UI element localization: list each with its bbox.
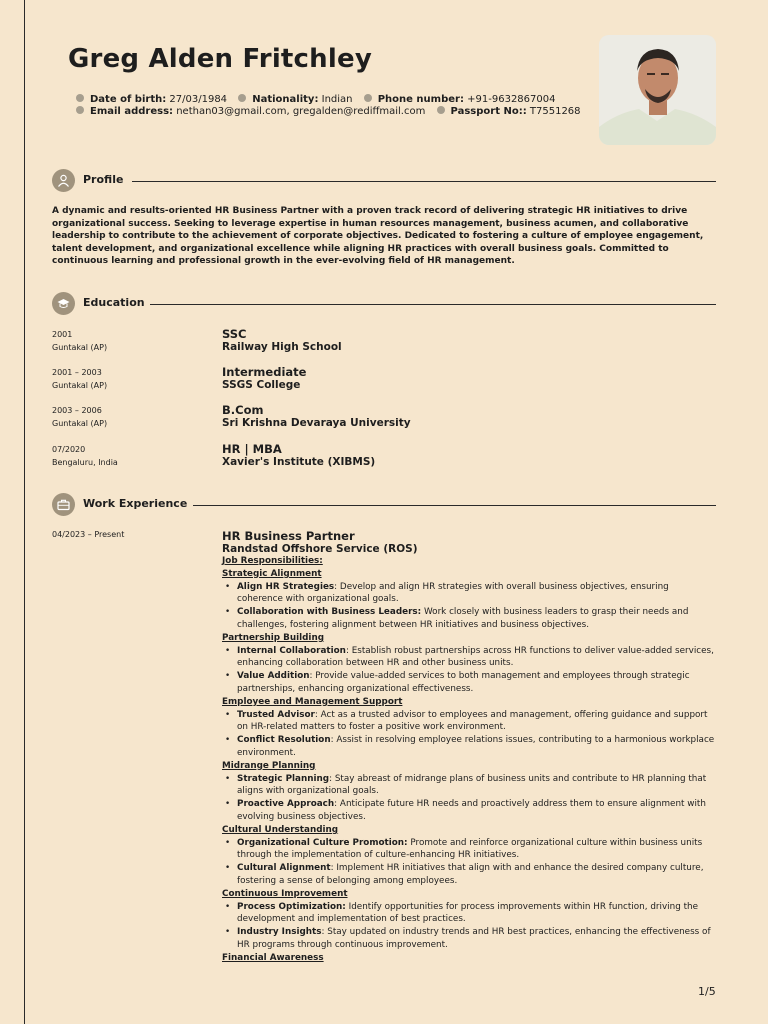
- list-item: [222, 901, 716, 927]
- section-divider: [193, 505, 716, 506]
- education-place: Guntakal (AP): [52, 380, 108, 390]
- left-margin-rule: [24, 0, 25, 1024]
- item-text: : Develop and align HR strategies with overall business objectives, ensuring coherence with organizational goals.: [237, 581, 669, 605]
- bullet-dot-icon: [76, 94, 84, 102]
- phone-value: +91-9632867004: [467, 94, 556, 105]
- email-value: nethan03@gmail.com, gregalden@rediffmail.com: [176, 106, 426, 117]
- profile-summary: A dynamic and results-oriented HR Business Partner with a proven track record of delivering strategic HR initiatives to drive organizational success. Seeking to leverage expertise in human resources management, business acumen, and collaborative leadership to contribute to the achievement of corporate objectives. Dedicated to fostering a culture of employee engagement, talent development, and organizational excellence while aligning HR practices with overall business goals. Committed to continuous learning and professional growth in the ever-evolving field of HR management.: [52, 206, 704, 267]
- passport-item: [437, 106, 581, 117]
- item-lead: Internal Collaboration: [237, 645, 346, 656]
- education-entry-1-meta: [52, 329, 107, 354]
- group-title: Cultural Understanding: [222, 824, 339, 835]
- passport-value: T7551268: [529, 106, 581, 117]
- item-text: Promote and reinforce organizational culture within business units through the implementation of culture-enhancing HR initiatives.: [237, 837, 703, 861]
- education-entry-3-meta: [52, 405, 107, 430]
- dob-label: Date of birth:: [90, 94, 167, 105]
- education-date: 2003 – 2006: [52, 406, 102, 415]
- group-title: Employee and Management Support: [222, 696, 403, 707]
- education-entry-4: [222, 443, 375, 469]
- bullet-dot-icon: [437, 106, 445, 114]
- item-text: : Assist in resolving employee relations issues, contributing to a harmonious workplace environment.: [237, 735, 715, 758]
- item-lead: Trusted Advisor: [237, 709, 315, 720]
- work-section-header: [52, 493, 716, 517]
- education-date: 2001: [52, 330, 73, 339]
- education-school: Railway High School: [222, 341, 342, 353]
- item-text: : Anticipate future HR needs and proactively address them to ensure alignment with evolving business objectives.: [237, 799, 706, 822]
- contact-row-2: [76, 106, 589, 117]
- item-lead: Value Addition: [237, 671, 310, 682]
- profile-heading: Profile: [83, 173, 124, 186]
- bullet-list: [222, 581, 716, 632]
- education-entry-2-meta: [52, 367, 107, 392]
- email-item: [76, 106, 425, 117]
- education-date: 2001 – 2003: [52, 368, 102, 377]
- list-item: [222, 645, 716, 671]
- item-lead: Conflict Resolution: [237, 735, 331, 746]
- phone-label: Phone number:: [377, 94, 464, 105]
- education-entry-4-meta: [52, 444, 118, 469]
- bullet-list: [222, 773, 716, 824]
- item-text: Identify opportunities for process improvements within HR function, driving the development and implementation of best practices.: [237, 901, 699, 925]
- education-entry-2: [222, 366, 306, 392]
- page-number: 1/5: [698, 985, 716, 998]
- work-entry: [222, 530, 716, 965]
- item-lead: Align HR Strategies: [237, 581, 335, 592]
- user-icon: [52, 169, 75, 192]
- group-title: Financial Awareness: [222, 952, 324, 963]
- responsibilities-heading: Job Responsibilities:: [222, 556, 323, 566]
- list-item: [222, 734, 716, 760]
- briefcase-icon: [52, 493, 75, 516]
- education-place: Guntakal (AP): [52, 418, 108, 428]
- group-title: Continuous Improvement: [222, 888, 348, 899]
- item-lead: Proactive Approach: [237, 799, 335, 810]
- list-item: [222, 926, 716, 952]
- candidate-name: Greg Alden Fritchley: [68, 44, 372, 74]
- item-lead: Cultural Alignment: [237, 863, 331, 874]
- section-divider: [132, 181, 716, 182]
- education-place: Bengaluru, India: [52, 457, 118, 467]
- education-place: Guntakal (AP): [52, 342, 108, 352]
- bullet-list: [222, 901, 716, 952]
- item-lead: Industry Insights: [237, 927, 322, 938]
- bullet-dot-icon: [364, 94, 372, 102]
- education-entry-3: [222, 404, 411, 430]
- education-school: Xavier's Institute (XIBMS): [222, 456, 376, 468]
- item-text: : Stay updated on industry trends and HR best practices, enhancing the effectiveness of HR programs through continuous improvement.: [237, 927, 711, 950]
- item-lead: Strategic Planning: [237, 773, 330, 784]
- bullet-list: [222, 709, 716, 760]
- education-school: SSGS College: [222, 379, 301, 391]
- list-item: [222, 862, 716, 888]
- bullet-list: [222, 645, 716, 696]
- item-text: Work closely with business leaders to grasp their needs and challenges, fostering alignment between HR initiatives and business objectives.: [237, 607, 689, 630]
- item-text: : Implement HR initiatives that align with and enhance the desired company culture, fostering a sense of belonging among employees.: [237, 863, 704, 886]
- work-heading: Work Experience: [83, 497, 188, 510]
- group-title: Partnership Building: [222, 632, 325, 643]
- nationality-item: [238, 94, 352, 105]
- contact-row-1: [76, 94, 563, 105]
- item-text: : Provide value-added services to both management and employees through strategic partnerships, enhancing organizational effectiveness.: [237, 671, 690, 694]
- email-label: Email address:: [90, 106, 174, 117]
- education-degree: B.Com: [222, 403, 264, 417]
- list-item: [222, 837, 716, 863]
- education-school: Sri Krishna Devaraya University: [222, 417, 411, 429]
- work-date: 04/2023 – Present: [52, 530, 125, 539]
- section-divider: [150, 304, 716, 305]
- item-lead: Process Optimization:: [237, 901, 346, 912]
- bullet-list: [222, 837, 716, 888]
- passport-label: Passport No::: [450, 106, 527, 117]
- item-text: : Stay abreast of midrange plans of business units and contribute to HR planning that aligns with organizational goals.: [237, 773, 707, 797]
- bullet-dot-icon: [76, 106, 84, 114]
- company-name: Randstad Offshore Service (ROS): [222, 542, 418, 555]
- job-title: HR Business Partner: [222, 529, 355, 543]
- profile-section-header: [52, 169, 716, 193]
- nationality-value: Indian: [321, 94, 353, 105]
- education-entry-1: [222, 328, 342, 354]
- education-degree: HR | MBA: [222, 442, 282, 456]
- dob-item: [76, 94, 227, 105]
- group-title: Midrange Planning: [222, 760, 316, 771]
- education-degree: Intermediate: [222, 365, 307, 379]
- item-text: : Act as a trusted advisor to employees and management, offering guidance and support on HR-related matters to foster a positive work environment.: [237, 709, 708, 733]
- group-title: Strategic Alignment: [222, 568, 322, 579]
- graduation-cap-icon: [52, 292, 75, 315]
- list-item: [222, 670, 716, 696]
- bullet-dot-icon: [238, 94, 246, 102]
- education-date: 07/2020: [52, 445, 86, 454]
- item-lead: Organizational Culture Promotion:: [237, 837, 408, 848]
- phone-item: [364, 94, 556, 105]
- list-item: [222, 709, 716, 735]
- list-item: [222, 798, 716, 824]
- item-text: : Establish robust partnerships across HR functions to deliver value-added services, enhancing collaboration between HR and other business units.: [237, 645, 714, 669]
- item-lead: Collaboration with Business Leaders:: [237, 607, 422, 618]
- education-degree: SSC: [222, 327, 247, 341]
- profile-photo: [599, 35, 716, 145]
- dob-value: 27/03/1984: [169, 94, 228, 105]
- education-heading: Education: [83, 296, 145, 309]
- nationality-label: Nationality:: [252, 94, 319, 105]
- list-item: [222, 773, 716, 799]
- list-item: [222, 581, 716, 607]
- list-item: [222, 606, 716, 632]
- education-section-header: [52, 292, 716, 316]
